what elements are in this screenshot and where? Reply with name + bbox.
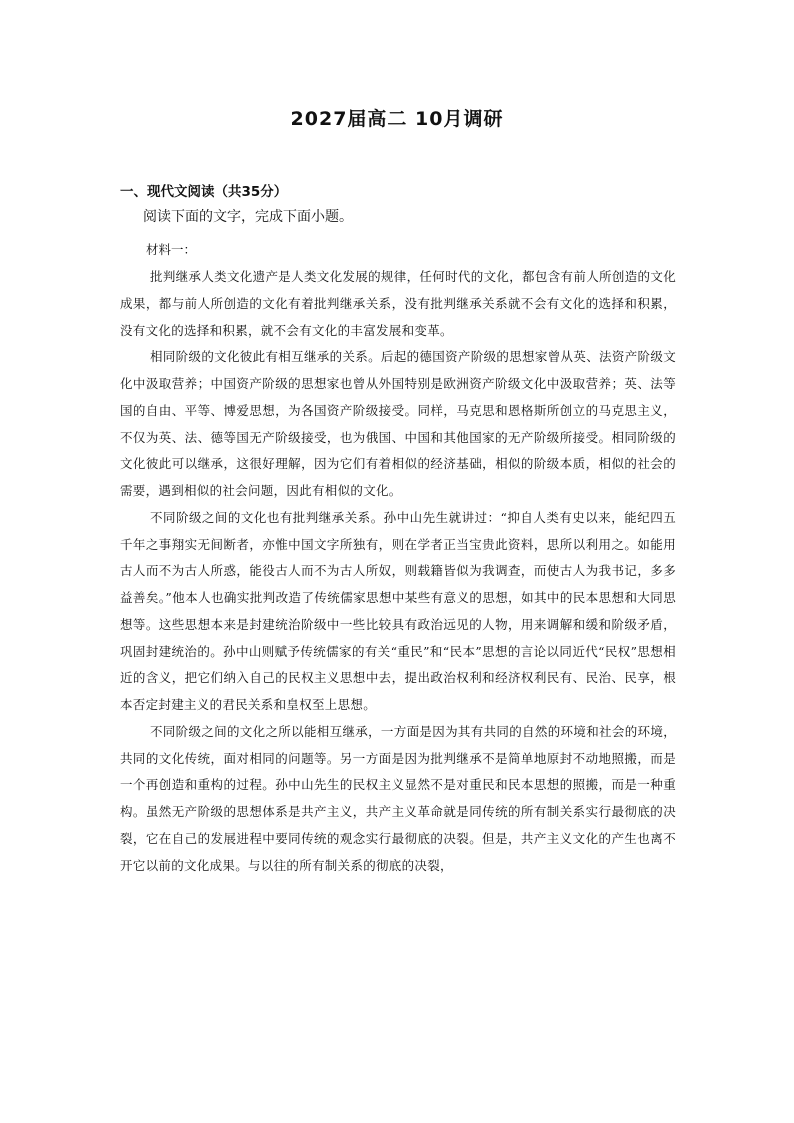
section-heading: 一、现代文阅读（共35分） bbox=[120, 184, 288, 200]
paragraph: 不同阶级之间的文化之所以能相互继承，一方面是因为其有共同的自然的环境和社会的环境，共同的文化传统，面对相同的问题等。另一方面是因为批判继承不是简单地原封不动地照搬，而是一个再创造和重构的过程。孙中山先生的民权主义显然不是对重民和民本思想的照搬，而是一种重构。虽然无产阶级的思想体系是共产主义，共产主义革命就是同传统的所有制关系实行最彻底的决裂，它在自己的发展进程中要同传统的观念实行最彻底的决裂。但是，共产主义文化的产生也离不开它以前的文化成果。与以往的所有制关系的彻底的决裂， bbox=[120, 723, 676, 873]
paragraph: 相同阶级的文化彼此有相互继承的关系。后起的德国资产阶级的思想家曾从英、法资产阶级文化中汲取营养；中国资产阶级的思想家也曾从外国特别是欧洲资产阶级文化中汲取营养；英、法等国的自由、平等、博爱思想，为各国资产阶级接受。同样，马克思和恩格斯所创立的马克思主义，不仅为英、法、德等国无产阶级接受，也为俄国、中国和其他国家的无产阶级所接受。相同阶级的文化彼此可以继承，这很好理解，因为它们有着相似的经济基础，相似的阶级本质，相似的社会的需要，遇到相似的社会问题，因此有相似的文化。 bbox=[120, 349, 676, 498]
paragraph: 批判继承人类文化遗产是人类文化发展的规律，任何时代的文化，都包含有前人所创造的文化成果，都与前人所创造的文化有着批判继承关系，没有批判继承关系就不会有文化的选择和积累，没有文化的选择和积累，就不会有文化的丰富发展和变革。 bbox=[120, 269, 676, 338]
article-body bbox=[120, 264, 676, 879]
material-label: 材料一： bbox=[146, 242, 197, 257]
paragraph: 不同阶级之间的文化也有批判继承关系。孙中山先生就讲过：“抑自人类有史以来，能纪四五千年之事翔实无间断者，亦惟中国文字所独有，则在学者正当宝贵此资料，思所以利用之。如能用古人而不为古人所惑，能役古人而不为古人所奴，则载籍皆似为我调查，而使古人为我书记，多多益善矣。”他本人也确实批判改造了传统儒家思想中某些有意义的思想，如其中的民本思想和大同思想等。这些思想本来是封建统治阶级中一些比较具有政治远见的人物，用来调解和缓和阶级矛盾，巩固封建统治的。孙中山则赋予传统儒家的有关“重民”和“民本”思想的言论以同近代“民权”思想相近的含义，把它们纳入自己的民权主义思想中去，提出政治权利和经济权利民有、民治、民享，根本否定封建主义的君民关系和皇权至上思想。 bbox=[120, 509, 676, 712]
page-title: 2027届高二 10月调研 bbox=[290, 108, 504, 130]
reading-instruction: 阅读下面的文字，完成下面小题。 bbox=[143, 209, 353, 225]
